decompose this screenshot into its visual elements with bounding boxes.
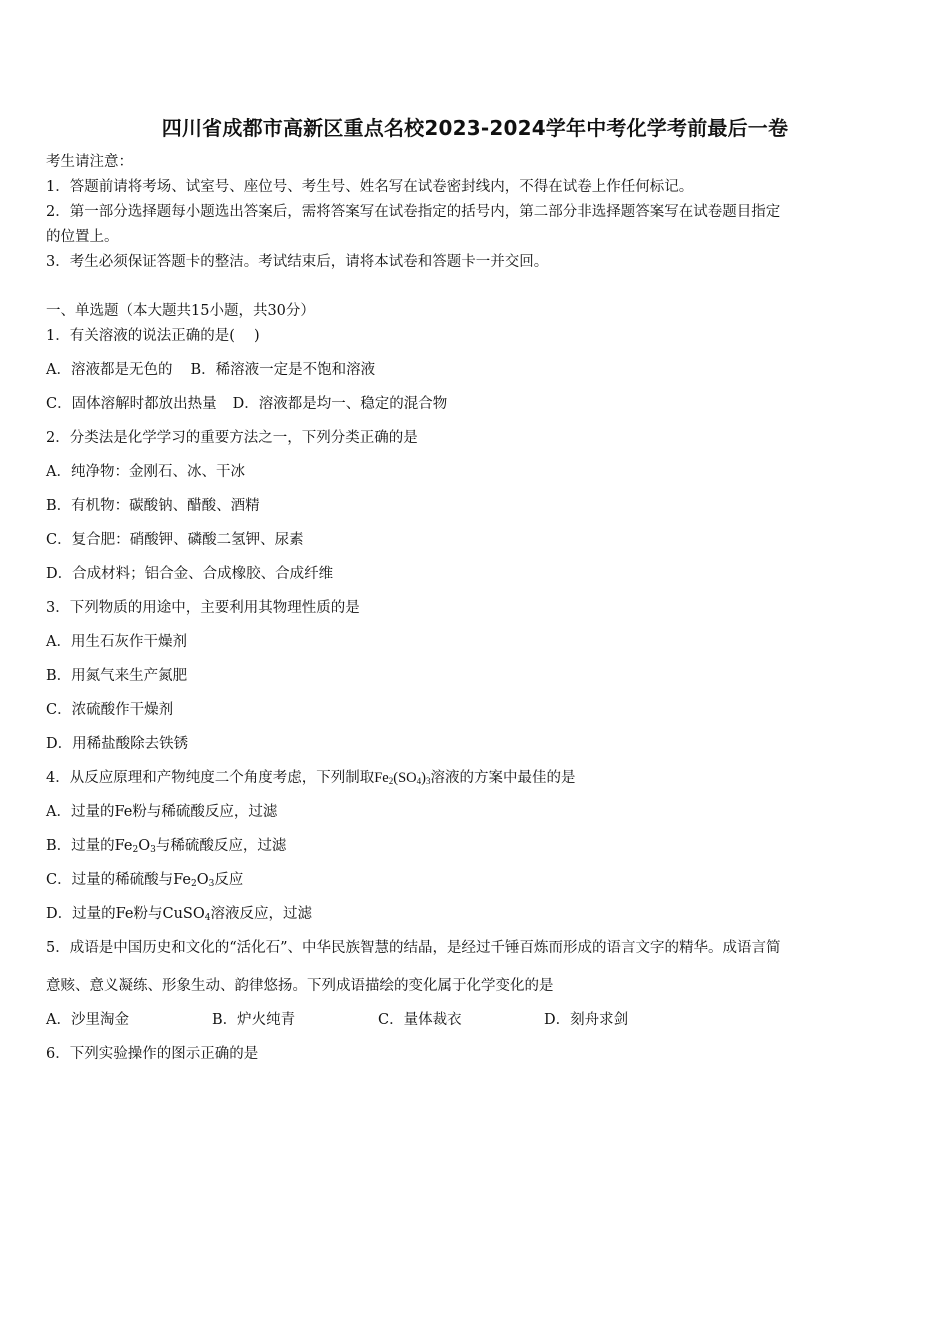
notice-item-1: 1．答题前请将考场、试室号、座位号、考生号、姓名写在试卷密封线内，不得在试卷上作任何标记。 — [46, 179, 694, 195]
notice-item-2-cont: 的位置上。 — [46, 229, 119, 245]
q1-option-b: B．稀溶液一定是不饱和溶液 — [190, 362, 376, 378]
q3-option-d: D．用稀盐酸除去铁锈 — [46, 736, 189, 752]
q6-stem: 6．下列实验操作的图示正确的是 — [46, 1046, 259, 1062]
q5-option-c: C．量体裁衣 — [378, 1012, 462, 1028]
q2-option-a: A．纯净物：金刚石、冰、干冰 — [46, 464, 245, 480]
q5-stem-line-1: 5．成语是中国历史和文化的“活化石”、中华民族智慧的结晶，是经过千锤百炼而形成的语言文字的精华。成语言简 — [46, 940, 781, 956]
q5-option-b: B．炉火纯青 — [212, 1012, 296, 1028]
q1-option-d: D．溶液都是均一、稳定的混合物 — [232, 396, 448, 412]
q3-option-c: C．浓硫酸作干燥剂 — [46, 702, 174, 718]
q4-stem: 4．从反应原理和产物纯度二个角度考虑，下列制取$Fe_2(SO_4)_3$溶液的方案中最佳的是 — [46, 770, 576, 786]
q4-option-a: A．过量的Fe粉与稀硫酸反应，过滤 — [46, 804, 278, 820]
q3-option-a: A．用生石灰作干燥剂 — [46, 634, 187, 650]
q5-stem-line-2: 意赅、意义凝练、形象生动、韵律悠扬。下列成语描绘的变化属于化学变化的是 — [46, 978, 554, 994]
page-title: 四川省成都市高新区重点名校2023-2024学年中考化学考前最后一卷 — [161, 116, 789, 140]
notice-heading: 考生请注意： — [46, 154, 133, 170]
q3-option-b: B．用氮气来生产氮肥 — [46, 668, 188, 684]
q1-option-c: C．固体溶解时都放出热量 — [46, 396, 217, 412]
q1-options-row-2 — [46, 394, 447, 414]
q2-stem: 2．分类法是化学学习的重要方法之一，下列分类正确的是 — [46, 430, 418, 446]
q3-stem: 3．下列物质的用途中，主要利用其物理性质的是 — [46, 600, 360, 616]
notice-item-2: 2．第一部分选择题每小题选出答案后，需将答案写在试卷指定的括号内，第二部分非选择题答案写在试卷题目指定 — [46, 204, 781, 220]
q5-options-row — [46, 1010, 628, 1030]
q2-option-d: D．合成材料；铝合金、合成橡胶、合成纤维 — [46, 566, 334, 582]
q1-stem: 1．有关溶液的说法正确的是( ) — [46, 328, 260, 344]
q1-options-row-1 — [46, 360, 375, 380]
q4-option-d: D．过量的Fe粉与CuSO$_4$溶液反应，过滤 — [46, 906, 312, 923]
q4-option-c: C．过量的稀硫酸与$Fe_2O_3$反应 — [46, 872, 244, 889]
q5-option-d: D．刻舟求剑 — [544, 1012, 629, 1028]
q4-formula: $Fe_2(SO_4)_3$ — [374, 770, 431, 786]
q2-option-c: C．复合肥：硝酸钾、磷酸二氢钾、尿素 — [46, 532, 304, 548]
q1-option-a: A．溶液都是无色的 — [46, 362, 173, 378]
q4-option-b: B．过量的$Fe_2O_3$与稀硫酸反应，过滤 — [46, 838, 287, 855]
q5-option-a: A．沙里淘金 — [46, 1012, 129, 1028]
notice-item-3: 3．考生必须保证答题卡的整洁。考试结束后，请将本试卷和答题卡一并交回。 — [46, 254, 549, 270]
section-heading: 一、单选题（本大题共15小题，共30分） — [46, 303, 315, 319]
q2-option-b: B．有机物：碳酸钠、醋酸、酒精 — [46, 498, 260, 514]
